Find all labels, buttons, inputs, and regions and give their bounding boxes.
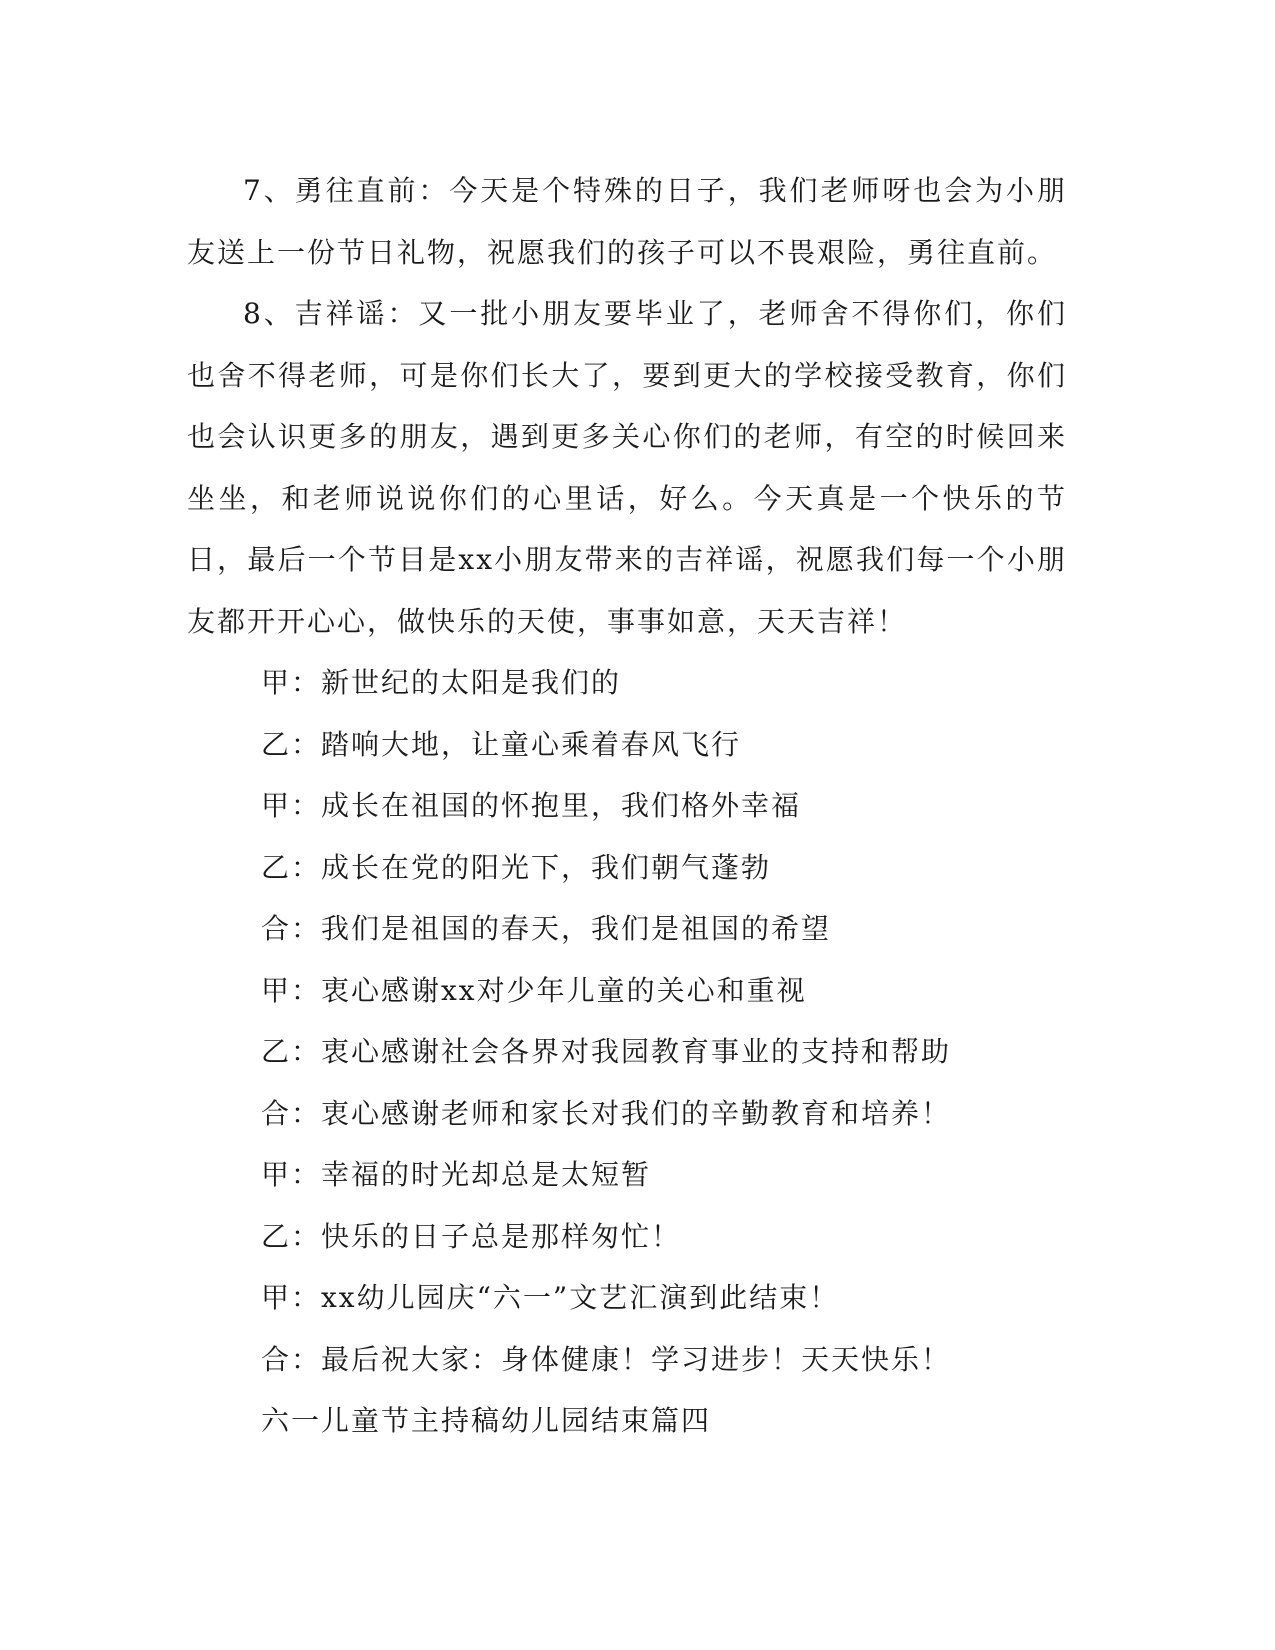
paragraph-7: 7、勇往直前：今天是个特殊的日子，我们老师呀也会为小朋友送上一份节日礼物，祝愿我们的孩子可以不畏艰险，勇往直前。 — [187, 174, 1067, 269]
dialogue-line: 合：我们是祖国的春天，我们是祖国的希望 — [261, 912, 832, 945]
dialogue-line: 合：衷心感谢老师和家长对我们的辛勤教育和培养！ — [261, 1096, 952, 1130]
paragraph-8: 8、吉祥谣：又一批小朋友要毕业了，老师舍不得你们，你们也舍不得老师，可是你们长大了，要到更大的学校接受教育，你们也会认识更多的朋友，遇到更多关心你们的老师，有空的时候回来坐坐，和老师说说你们的心里话，好么。今天真是一个快乐的节日，最后一个节目是xx小朋友带来的吉祥谣，祝愿我们每一个小朋友都开开心心，做快乐的天使，事事如意，天天吉祥！ — [187, 297, 1067, 638]
dialogue-line: 甲：成长在祖国的怀抱里，我们格外幸福 — [261, 789, 802, 822]
dialogue-line: 合：最后祝大家：身体健康！学习进步！天天快乐！ — [261, 1342, 952, 1376]
dialogue-line: 乙：衷心感谢社会各界对我园教育事业的支持和帮助 — [261, 1035, 952, 1068]
section-heading: 六一儿童节主持稿幼儿园结束篇四 — [261, 1404, 712, 1437]
dialogue-line: 甲：xx幼儿园庆“六一”文艺汇演到此结束！ — [261, 1281, 840, 1314]
dialogue-line: 乙：成长在党的阳光下，我们朝气蓬勃 — [261, 850, 772, 884]
dialogue-line: 甲：新世纪的太阳是我们的 — [261, 666, 622, 699]
dialogue-line: 甲：幸福的时光却总是太短暂 — [261, 1158, 652, 1191]
dialogue-line: 乙：快乐的日子总是那样匆忙！ — [261, 1219, 682, 1253]
dialogue-line: 乙：踏响大地，让童心乘着春风飞行 — [261, 727, 742, 761]
document-body — [187, 160, 1067, 1452]
dialogue-line: 甲：衷心感谢xx对少年儿童的关心和重视 — [261, 973, 807, 1007]
